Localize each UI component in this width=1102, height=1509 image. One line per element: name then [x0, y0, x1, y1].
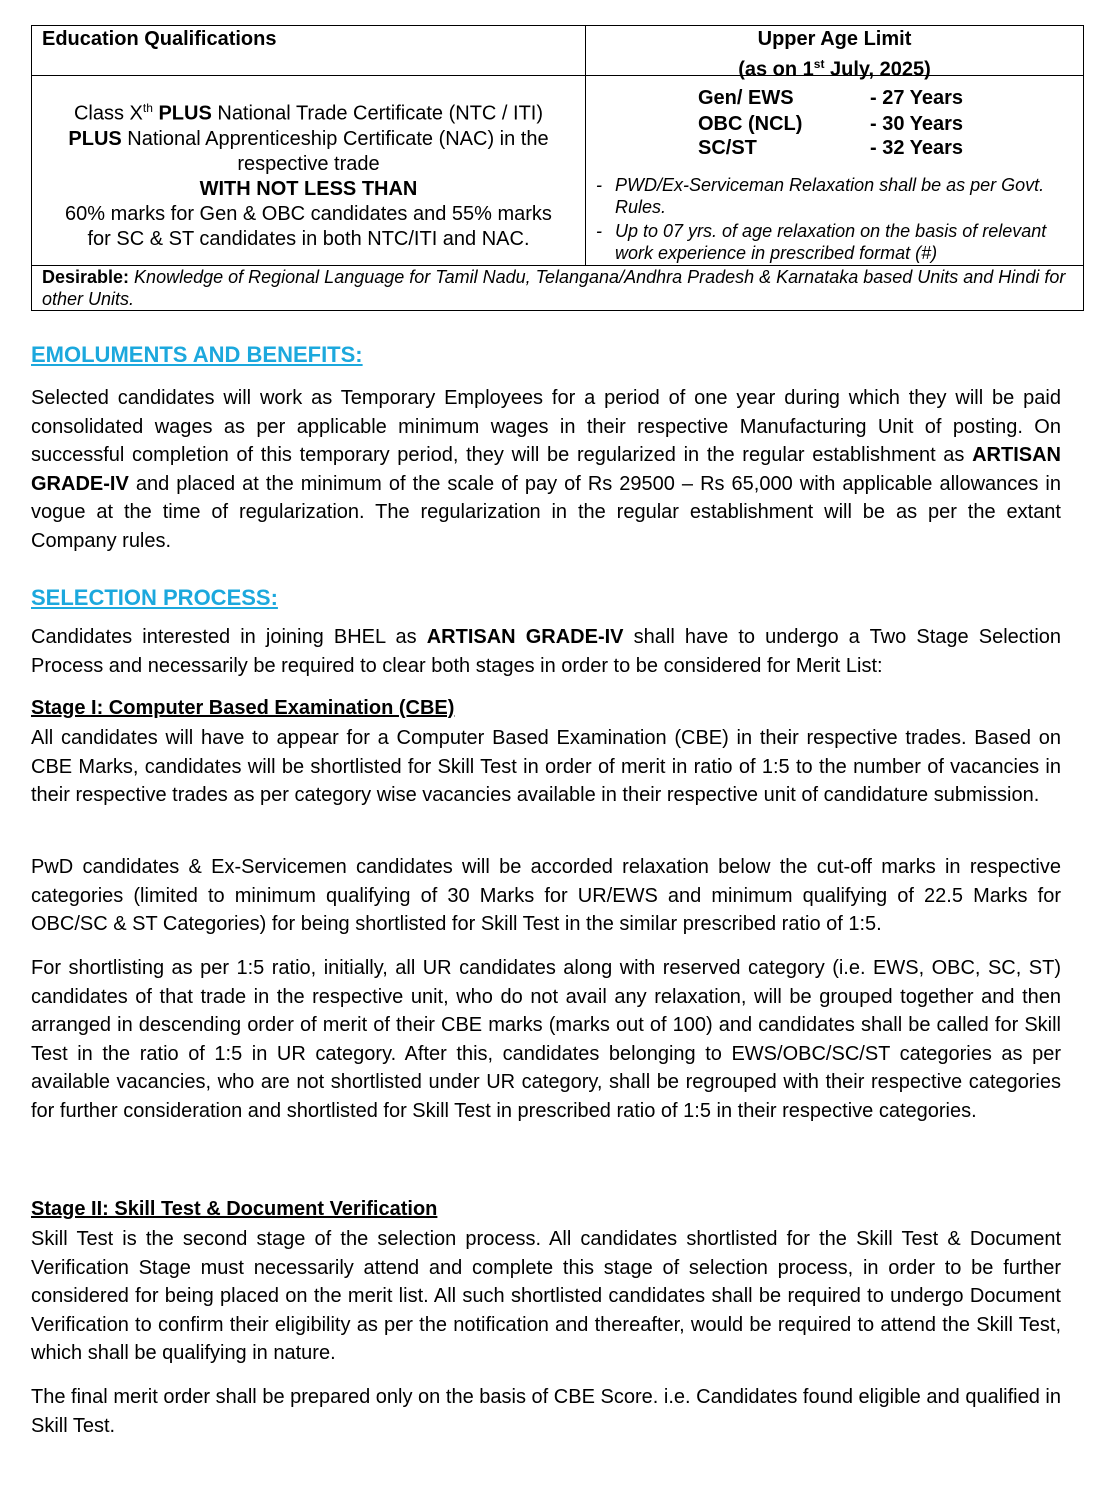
emoluments-heading: EMOLUMENTS AND BENEFITS: — [31, 342, 363, 367]
header-upper-age-title: Upper Age Limit — [757, 28, 912, 50]
header-upper-age-limit — [586, 27, 1083, 83]
stage1-paragraph-2: PwD candidates & Ex-Servicemen candidates will be accorded relaxation below the cut-off marks in respective categories (limited to minimum qualifying of 30 Marks for UR/EWS and minimum qualifying of 22.5 Marks for OBC/SC & ST Categories) for being shortlisted for Skill Test in the similar prescribed ratio of 1:5. — [31, 856, 1061, 936]
header-education-qualifications: Education Qualifications — [42, 28, 277, 50]
selection-intro-paragraph: Candidates interested in joining BHEL as ARTISAN GRADE-IV shall have to undergo a Two Stage Selection Process and necessarily be required to clear both stages in order to be considered for Merit List: — [31, 626, 1062, 677]
qualification-table: Education Qualifications Upper Age Limit (as on 1st July, 2025) Class Xth PLUS National Trade Certificate (NTC / ITI) PLUS National Apprenticeship Certificate (NAC) in the respective trade WITH NOT LESS THAN 60% marks for Gen & OBC candidates and 55% marks for SC & ST candidates in both NTC/ITI and NAC. Gen/ EWS - 27 Years OBC (NCL) - 30 Years SC/ST - 32 Years - PWD/Ex-Serviceman Relaxation shall be as per Govt. Rules. - Up to 07 yrs. of age relaxation on the basis of relevant work experience in prescribed format (#) Desirable: Knowledge of Regional Language for Tamil Nadu, Telangana/Andhra Pradesh & Karnataka based Units and Hindi for other Units. — [31, 25, 1084, 311]
age-category-obc: OBC (NCL) — [698, 113, 803, 135]
desirable-qualification: Desirable: Knowledge of Regional Language for Tamil Nadu, Telangana/Andhra Pradesh & Karnataka based Units and Hindi for other Units. — [42, 267, 1066, 309]
age-limit-obc: - 30 Years — [870, 113, 964, 135]
qual-line-1: Class Xth PLUS National Trade Certificate (NTC / ITI) — [73, 101, 544, 125]
age-category-gen-ews: Gen/ EWS — [698, 87, 794, 109]
stage1-paragraph-3: For shortlisting as per 1:5 ratio, initially, all UR candidates along with reserved category (i.e. EWS, OBC, SC, ST) candidates of that trade in the respective unit, who do not avail any relaxation, will be grouped together and then arranged in descending order of merit of their CBE marks (marks out of 100) and candidates shall be called for Skill Test in the ratio of 1:5 in UR category. After this, candidates belonging to EWS/OBC/SC/ST categories as per available vacancies, who are not shortlisted under UR category, shall be regrouped with their respective categories for further consideration and shortlisted for Skill Test in prescribed ratio of 1:5 in their respective categories. — [31, 957, 1061, 1122]
age-limit-gen-ews: - 27 Years — [870, 87, 964, 109]
age-category-sc-st: SC/ST — [698, 137, 757, 159]
emoluments-paragraph: Selected candidates will work as Temporary Employees for a period of one year during which they will be paid consolidated wages as per applicable minimum wages in their respective Manufacturing Unit of posting. On successful completion of this temporary period, they will be regularized in the regular establishment as ARTISAN GRADE-IV and placed at the minimum of the scale of pay of Rs 29500 – Rs 65,000 with applicable allowances in vogue at the time of regularization. The regularization in the regular establishment will be as per the extant Company rules. — [31, 387, 1061, 552]
age-limit-sc-st: - 32 Years — [870, 137, 964, 159]
stage2-heading: Stage II: Skill Test & Document Verification — [31, 1198, 438, 1220]
qualification-text — [32, 96, 585, 252]
stage2-paragraph-2: The final merit order shall be prepared only on the basis of CBE Score. i.e. Candidates found eligible and qualified in Skill Test. — [31, 1386, 1061, 1437]
qual-line-2: PLUS National Apprenticeship Certificate (NAC) in the — [68, 127, 549, 150]
qual-line-4: WITH NOT LESS THAN — [199, 177, 418, 200]
stage1-paragraph-1: All candidates will have to appear for a Computer Based Examination (CBE) in their respective trades. Based on CBE Marks, candidates will be shortlisted for Skill Test in order of merit in ratio of 1:5 to the number of vacancies in their respective trades as per category wise vacancies available in their respective unit of candidature submission. — [31, 727, 1061, 807]
qual-line-5: 60% marks for Gen & OBC candidates and 55% marks — [65, 202, 552, 225]
header-age-date: (as on 1st July, 2025) — [738, 57, 931, 81]
stage2-paragraph-1: Skill Test is the second stage of the selection process. All candidates shortlisted for the Skill Test & Document Verification Stage must necessarily attend and complete this stage of selection process, in order to be further considered for being placed on the merit list. All such shortlisted candidates shall be required to undergo Document Verification to confirm their eligibility as per the notification and thereafter, would be required to attend the Skill Test, which shall be qualifying in nature. — [31, 1228, 1061, 1365]
selection-process-heading: SELECTION PROCESS: — [31, 585, 278, 610]
stage1-heading: Stage I: Computer Based Examination (CBE) — [31, 697, 455, 719]
qual-line-6: for SC & ST candidates in both NTC/ITI and NAC. — [87, 227, 530, 250]
qual-line-3: respective trade — [237, 152, 380, 175]
